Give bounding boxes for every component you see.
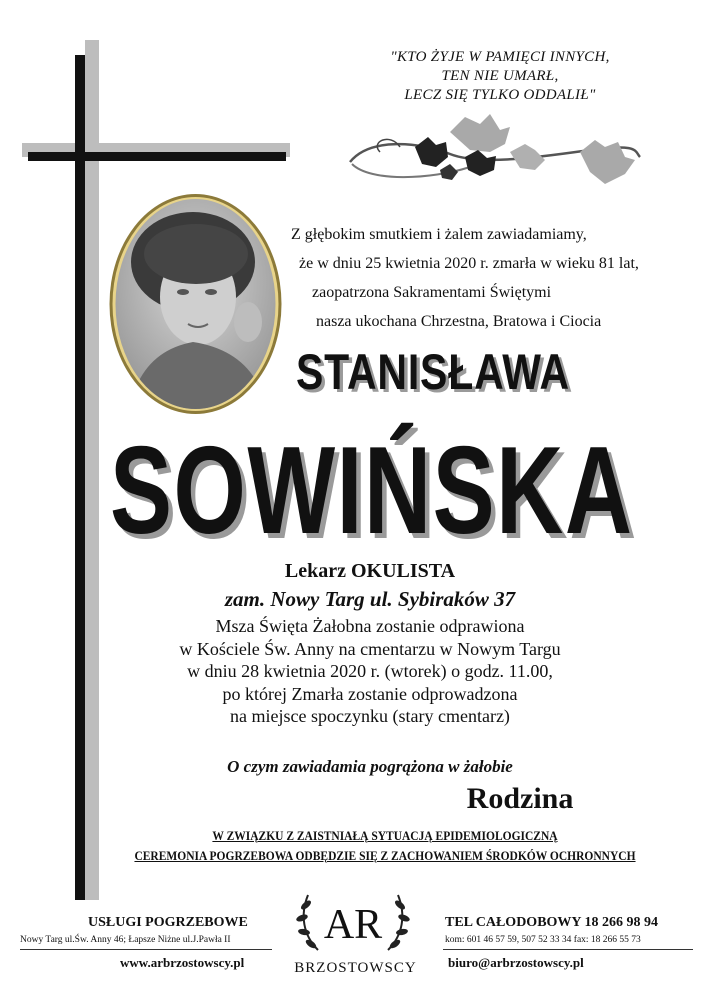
mourning-notice: O czym zawiadamia pogrążona w żałobie xyxy=(227,757,513,776)
intro-line-2: że w dniu 25 kwietnia 2020 r. zmarła w wieku 81 lat, xyxy=(299,255,639,272)
logo-letters: AR xyxy=(323,902,383,948)
deceased-first-name: STANISŁAWA xyxy=(296,344,570,400)
footer-divider-left xyxy=(20,949,272,950)
cross-vertical-bar xyxy=(75,55,85,900)
cross-horizontal-bar xyxy=(28,152,286,161)
phone-24h: TEL CAŁODOBOWY 18 266 98 94 xyxy=(445,915,659,930)
family-signature: Rodzina xyxy=(466,782,574,815)
mass-line-1: Msza Święta Żałobna zostanie odprawiona xyxy=(215,616,525,636)
residence-address: zam. Nowy Targ ul. Sybiraków 37 xyxy=(224,587,516,611)
website-link[interactable]: www.arbrzostowscy.pl xyxy=(120,955,245,970)
cross-shadow-vertical xyxy=(85,40,99,900)
funeral-mass-info xyxy=(140,615,600,728)
covid-line-2: CEREMONIA POGRZEBOWA ODBĘDZIE SIĘ Z ZACHOWANIEM ŚRODKÓW OCHRONNYCH xyxy=(134,849,636,863)
footer-divider-right xyxy=(443,949,693,950)
intro-line-3: zaopatrzona Sakramentami Świętymi xyxy=(312,284,552,301)
quote-line-3: LECZ SIĘ TYLKO ODDALIŁ" xyxy=(404,87,596,103)
mass-line-2: w Kościele Św. Anny na cmentarzu w Nowym Targu xyxy=(179,638,561,659)
funeral-services-title: USŁUGI POGRZEBOWE xyxy=(88,915,248,930)
covid-notice xyxy=(90,826,680,866)
vine-leaf-ornament xyxy=(340,112,645,202)
phone-fax-numbers: kom: 601 46 57 59, 507 52 33 34 fax: 18 266 55 73 xyxy=(445,935,641,945)
quote-line-2: TEN NIE UMARŁ, xyxy=(441,68,559,84)
covid-line-1: W ZWIĄZKU Z ZAISTNIAŁĄ SYTUACJĄ EPIDEMIOLOGICZNĄ xyxy=(212,829,558,843)
intro-line-1: Z głębokim smutkiem i żalem zawiadamiamy, xyxy=(291,226,587,243)
funeral-services-address: Nowy Targ ul.Św. Anny 46; Łapsze Niżne ul.J.Pawła II xyxy=(20,935,231,945)
intro-line-4: nasza ukochana Chrzestna, Bratowa i Ciocia xyxy=(316,313,602,330)
mass-line-5: na miejsce spoczynku (stary cmentarz) xyxy=(230,706,510,726)
deceased-surname: SOWIŃSKA xyxy=(110,422,634,560)
email-link[interactable]: biuro@arbrzostowscy.pl xyxy=(448,955,584,970)
mass-line-3: w dniu 28 kwietnia 2020 r. (wtorek) o godz. 11.00, xyxy=(187,661,553,681)
logo-company-name: BRZOSTOWSCY xyxy=(294,960,417,976)
quote-line-1: "KTO ŻYJE W PAMIĘCI INNYCH, xyxy=(390,49,610,65)
portrait-photo xyxy=(108,192,283,416)
memorial-quote xyxy=(330,48,670,105)
profession: Lekarz OKULISTA xyxy=(284,560,456,582)
mass-line-4: po której Zmarła zostanie odprowadzona xyxy=(222,683,518,704)
